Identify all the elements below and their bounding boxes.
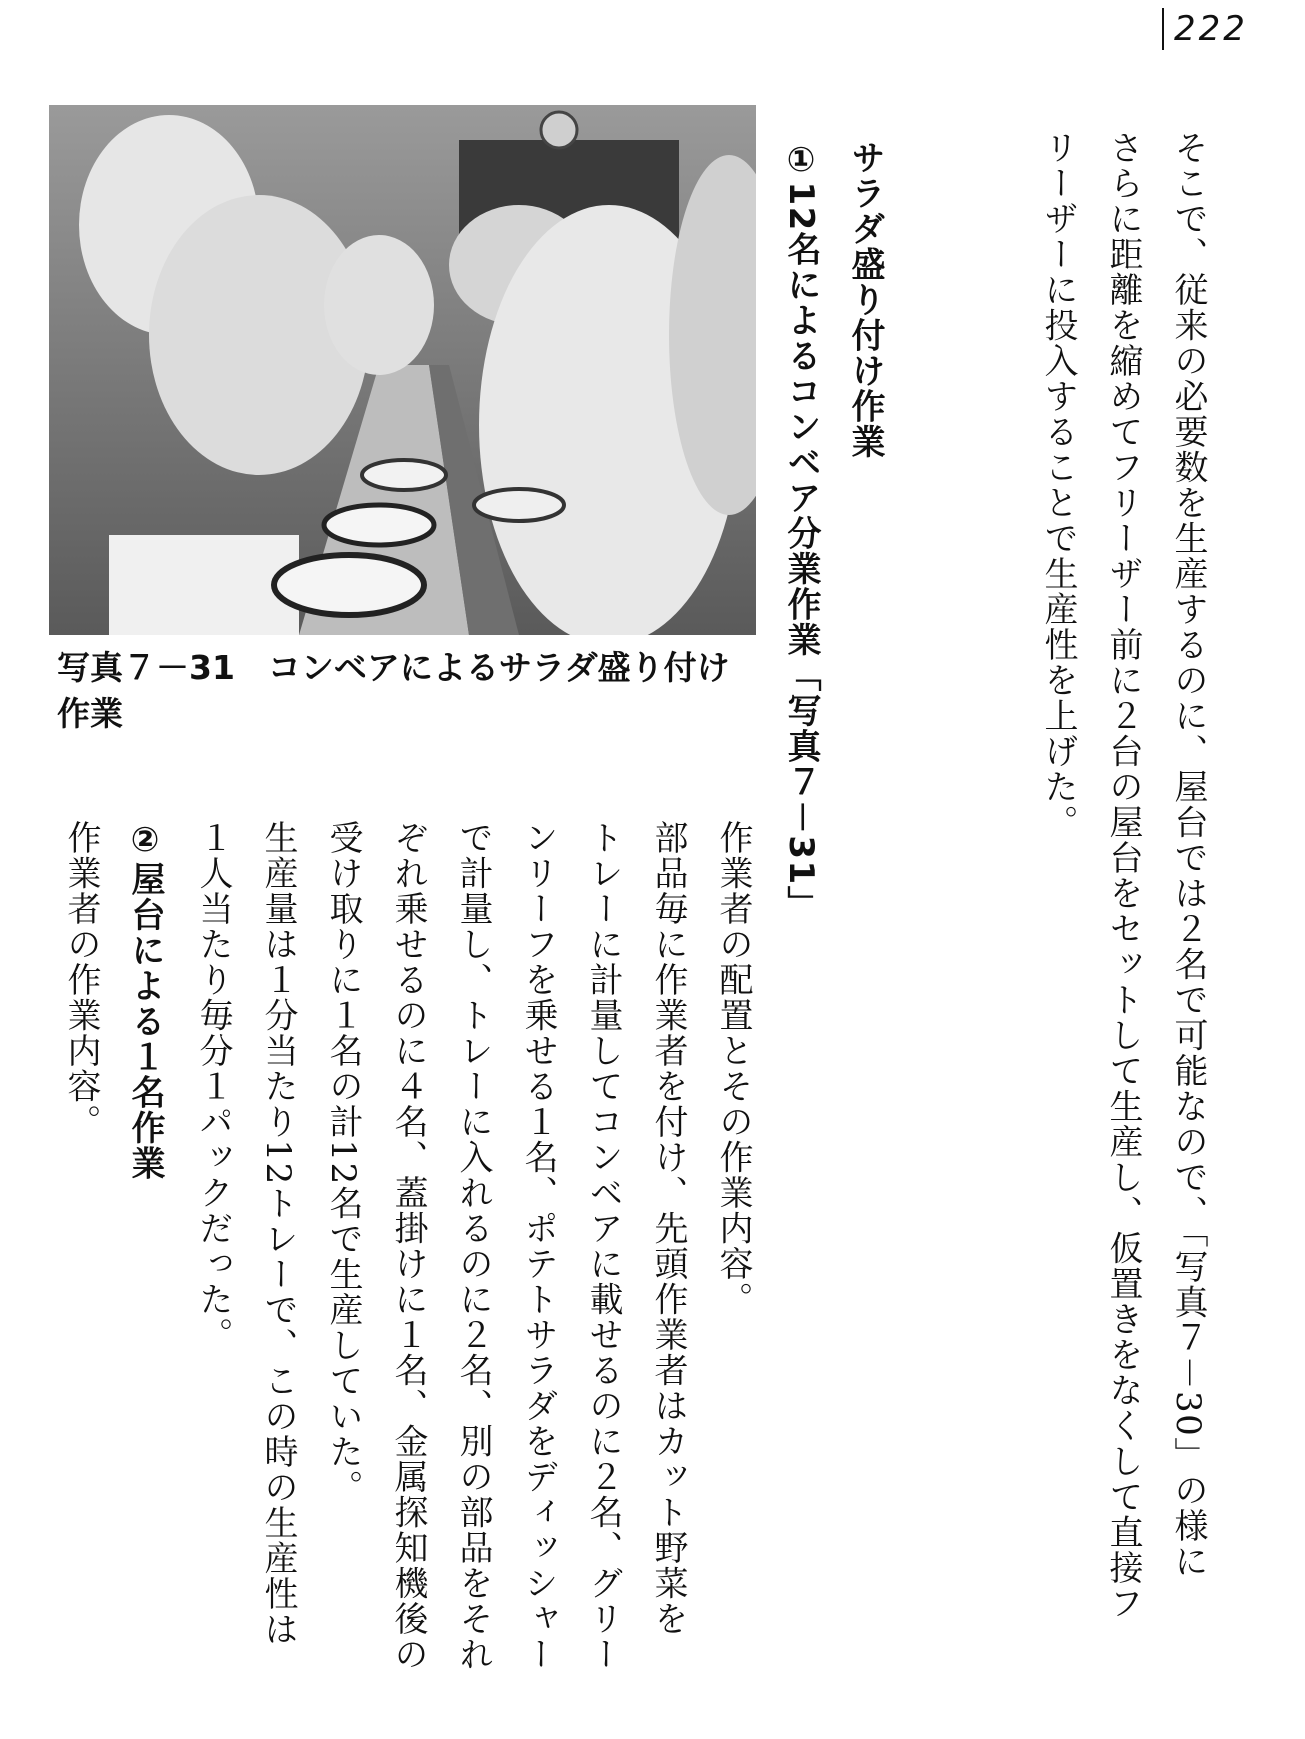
intro-paragraph: そこで、従来の必要数を生産するのに、屋台では２名で可能なので、「写真７－30」の様に さらに距離を縮めてフリーザー前に２台の屋台をセットして生産し、仮置きをなくして直接フ リーザーに投入することで生産性を上げた。 xyxy=(1038,130,1208,1621)
section-heading: サラダ盛り付け作業 xyxy=(845,140,885,460)
subheading-conveyor: ①12名によるコンベア分業作業「写真７－31」 xyxy=(781,140,821,922)
body-stall: 作業者の作業内容。 xyxy=(61,820,101,1140)
body-conveyor: 作業者の配置とその作業内容。 部品毎に作業者を付け、先頭作業者はカット野菜を トレーに計量してコンベアに載せるのに２名、グリー ンリーフを乗せる１名、ポテトサラダをディッシャー で計量し、トレーに入れるのに２名、別の部品をそれ ぞれ乗せるのに４名、蓋掛けに１名、金属探知機後の 受け取りに１名の計12名で生産していた。 生産量は１分当たり12トレーで、この時の生産性は １人当たり毎分１パックだった。 xyxy=(193,820,753,1672)
page-number xyxy=(1162,8,1248,50)
page-number-text: 222 xyxy=(1174,9,1248,49)
page-number-divider xyxy=(1162,8,1164,50)
salad-conveyor-photo xyxy=(49,105,756,635)
subheading-stall: ②屋台による１名作業 xyxy=(125,820,165,1181)
photo-caption: 写真７－31 コンベアによるサラダ盛り付け作業 xyxy=(57,648,730,733)
